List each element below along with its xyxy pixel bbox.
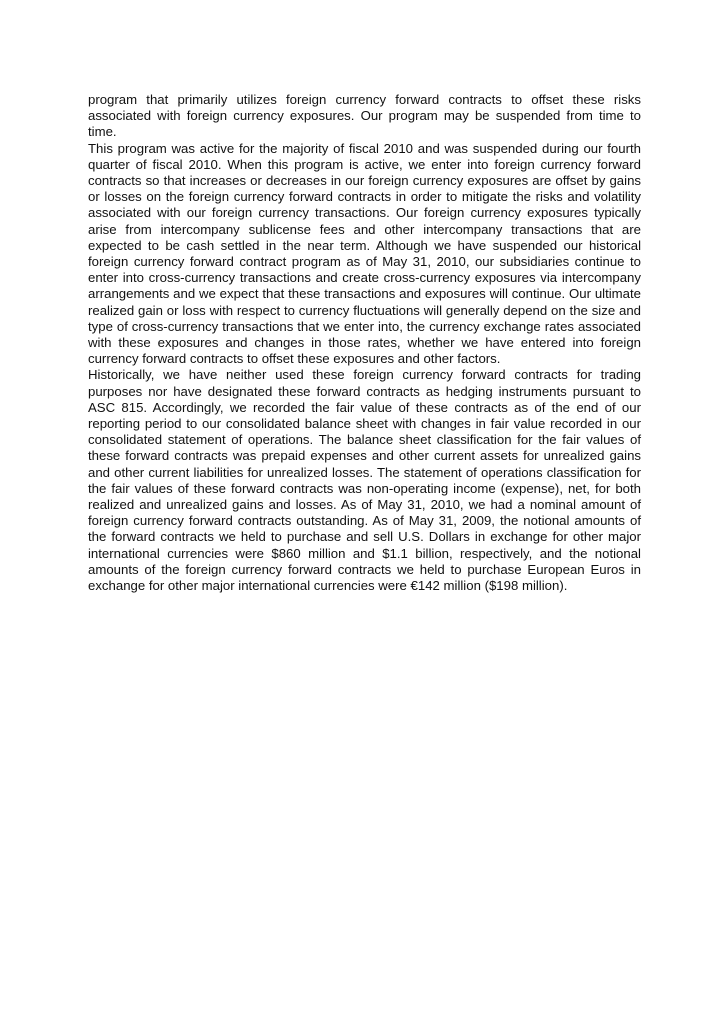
document-page [88,92,641,594]
paragraph-program-activity: This program was active for the majority of fiscal 2010 and was suspended during our fourth quarter of fiscal 2010. When this program is active, we enter into foreign currency forward contracts so that increases or decreases in our foreign currency exposures are offset by gains or losses on the foreign currency forward contracts in order to mitigate the risks and volatility associated with our foreign currency transactions. Our foreign currency exposures typically arise from intercompany sublicense fees and other intercompany transactions that are expected to be cash settled in the near term. Although we have suspended our historical foreign currency forward contract program as of May 31, 2010, our subsidiaries continue to enter into cross-currency transactions and create cross-currency exposures via intercompany arrangements and we expect that these transactions and exposures will continue. Our ultimate realized gain or loss with respect to currency fluctuations will generally depend on the size and type of cross-currency transactions that we enter into, the currency exchange rates associated with these exposures and changes in those rates, whether we have entered into foreign currency forward contracts to offset these exposures and other factors. [88,140,641,367]
paragraph-intro: program that primarily utilizes foreign currency forward contracts to offset these risks associated with foreign currency exposures. Our program may be suspended from time to time. [88,92,641,140]
paragraph-historical-accounting: Historically, we have neither used these foreign currency forward contracts for trading purposes nor have designated these forward contracts as hedging instruments pursuant to ASC 815. Accordingly, we recorded the fair value of these contracts as of the end of our reporting period to our consolidated balance sheet with changes in fair value recorded in our consolidated statement of operations. The balance sheet classification for the fair values of these forward contracts was prepaid expenses and other current assets for unrealized gains and other current liabilities for unrealized losses. The statement of operations classification for the fair values of these forward contracts was non-operating income (expense), net, for both realized and unrealized gains and losses. As of May 31, 2010, we had a nominal amount of foreign currency forward contracts outstanding. As of May 31, 2009, the notional amounts of the forward contracts we held to purchase and sell U.S. Dollars in exchange for other major international currencies were $860 million and $1.1 billion, respectively, and the notional amounts of the foreign currency forward contracts we held to purchase European Euros in exchange for other major international currencies were €142 million ($198 million). [88,367,641,594]
